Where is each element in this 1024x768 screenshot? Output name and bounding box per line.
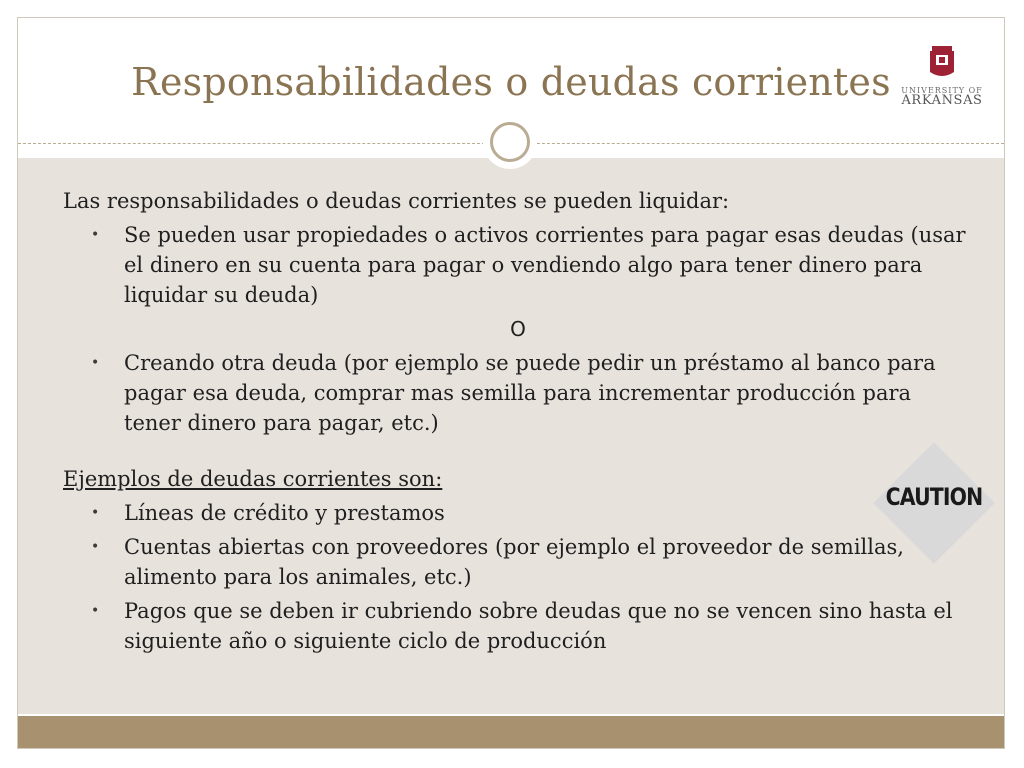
list-item: [63, 348, 973, 438]
bullet-icon: •: [91, 603, 100, 619]
caution-label: CAUTION: [885, 483, 983, 511]
bullet-icon: •: [91, 227, 100, 243]
ring-ornament: [483, 115, 537, 169]
slide-body: [63, 186, 973, 660]
bullet-list-1: [63, 220, 973, 310]
examples-heading: Ejemplos de deudas corrientes son:: [63, 467, 443, 491]
intro-text: Las responsabilidades o deudas corrientes se pueden liquidar:: [63, 189, 730, 213]
bullet-list-2: [63, 348, 973, 438]
bullet-icon: •: [91, 355, 100, 371]
caution-sign: [871, 440, 997, 566]
university-logo: [900, 46, 984, 107]
list-item-text: Se pueden usar propiedades o activos corrientes para pagar esas deudas (usar el dinero en su cuenta para pagar o vendiendo algo para tener dinero para liquidar su deuda): [124, 223, 966, 307]
slide: [17, 17, 1005, 749]
slide-title: Responsabilidades o deudas corrientes: [131, 60, 891, 104]
bullet-icon: •: [91, 505, 100, 521]
list-item: [63, 220, 973, 310]
footer-bar: [18, 716, 1004, 749]
list-item-text: Cuentas abiertas con proveedores (por ejemplo el proveedor de semillas, alimento para los animales, etc.): [124, 535, 904, 589]
logo-line-2: ARKANSAS: [901, 93, 983, 108]
bullet-icon: •: [91, 539, 100, 555]
list-item: [63, 498, 973, 528]
list-item-text: Creando otra deuda (por ejemplo se puede pedir un préstamo al banco para pagar esa deuda, comprar mas semilla para incrementar producción para tener dinero para pagar, etc.): [124, 351, 936, 435]
examples-list: [63, 498, 973, 656]
list-item-text: Pagos que se deben ir cubriendo sobre deudas que no se vencen sino hasta el siguiente año o siguiente ciclo de producción: [124, 599, 953, 653]
list-item: [63, 596, 973, 656]
logo-line-1: UNIVERSITY OF: [901, 86, 983, 95]
or-text: O: [510, 317, 526, 341]
shield-icon: [929, 46, 955, 80]
list-item: [63, 532, 973, 592]
list-item-text: Líneas de crédito y prestamos: [124, 501, 445, 525]
